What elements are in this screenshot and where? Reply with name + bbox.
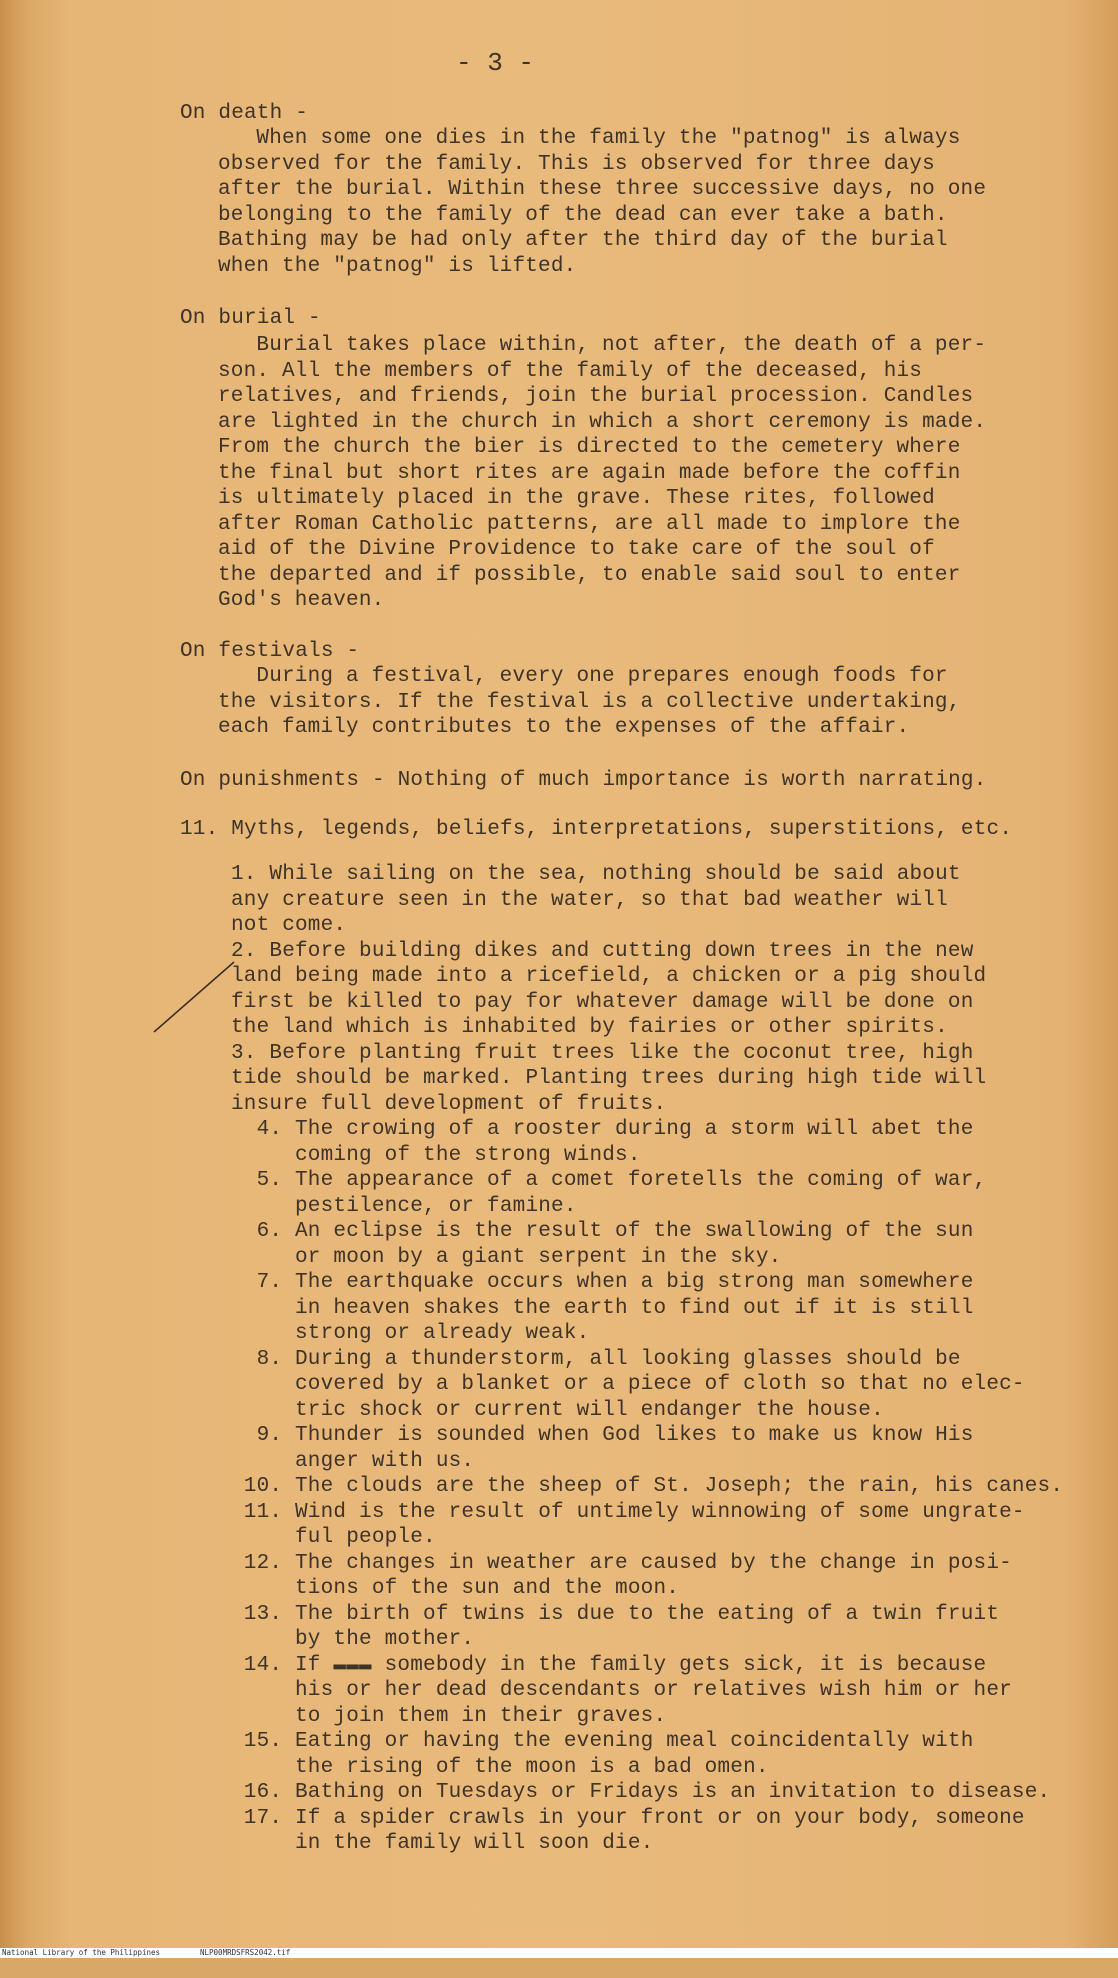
burial-heading: On burial - <box>180 307 321 330</box>
festivals-heading: On festivals - <box>180 640 360 663</box>
page-number: - 3 - <box>456 48 535 78</box>
punishments-line: On punishments - Nothing of much importance is worth narrating. <box>180 769 987 792</box>
footer-library: National Library of the Philippines <box>2 1948 161 1957</box>
festivals-paragraph: During a festival, every one prepares enough foods for the visitors. If the festival is a collective undertaking, each family contributes to the expenses of the affair. <box>218 665 961 739</box>
death-paragraph: When some one dies in the family the "patnog" is always observed for the family. This is observed for three days after the burial. Within these three successive days, no one belonging to the family of the dead can ever take a bath. Bathing may be had only after the third day of the burial when the "patnog" is lifted. <box>218 127 987 278</box>
death-heading: On death - <box>180 102 309 125</box>
section-11-heading: 11. Myths, legends, beliefs, interpretations, superstitions, etc. <box>180 818 1013 841</box>
footer-filename: NLP00MRDSFRS2042.tif <box>200 1948 291 1957</box>
burial-paragraph: Burial takes place within, not after, the death of a per- son. All the members of the family of the deceased, his relatives, and friends, join the burial procession. Candles are lighted in the church in which a short ceremony is made. From the church the bier is directed to the cemetery where the final but short rites are again made before the coffin is ultimately placed in the grave. These rites, followed after Roman Catholic patterns, are all made to implore the aid of the Divine Providence to take care of the soul of the departed and if possible, to enable said soul to enter God's heaven. <box>218 334 987 612</box>
scan-footer <box>0 1948 1118 1958</box>
superstitions-list-b: 4. The crowing of a rooster during a storm will abet the coming of the strong winds. 5. The appearance of a comet foretells the coming of war, pestilence, or famine. 6. An eclipse is the result of the swallowing of the sun or moon by a giant serpent in the sky. 7. The earthquake occurs when a big strong man somewhere in heaven shakes the earth to find out if it is still strong or already weak. 8. During a thunderstorm, all looking glasses should be covered by a blanket or a piece of cloth so that no elec- tric shock or current will endanger the house. 9. Thunder is sounded when God likes to make us know His anger with us. 10. The clouds are the sheep of St. Joseph; the rain, his canes. 11. Wind is the result of untimely winnowing of some ungrate- ful people. 12. The changes in weather are caused by the change in posi- tions of the sun and the moon. 13. The birth of twins is due to the eating of a twin fruit by the mother. 14. If ▬▬▬ somebody in the family gets sick, it is because his or her dead descendants or relatives wish him or her to join them in their graves. 15. Eating or having the evening meal coincidentally with the rising of the moon is a bad omen. 16. Bathing on Tuesdays or Fridays is an invitation to disease. 17. If a spider crawls in your front or on your body, someone in the family will soon die. <box>243 1118 1064 1855</box>
superstitions-list-a: 1. While sailing on the sea, nothing should be said about any creature seen in the water, so that bad weather will not come. 2. Before building dikes and cutting down trees in the new land being made into a ricefield, a chicken or a pig should first be killed to pay for whatever damage will be done on the land which is inhabited by fairies or other spirits. 3. Before planting fruit trees like the coconut tree, high tide should be marked. Planting trees during high tide will insure full development of fruits. <box>231 863 987 1116</box>
pencil-check-mark <box>150 960 240 1070</box>
